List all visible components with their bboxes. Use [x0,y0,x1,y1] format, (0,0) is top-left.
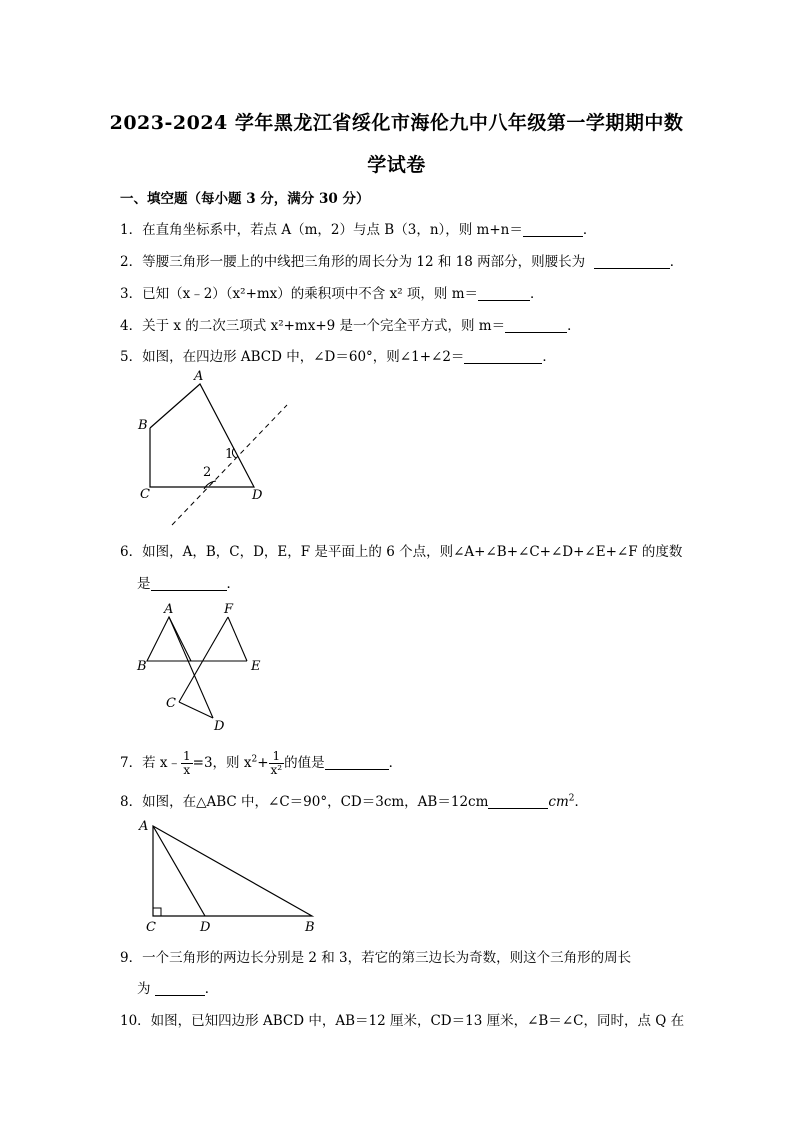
answer-blank-9[interactable] [155,981,205,996]
triangle-abc [153,826,312,916]
label-a: A [164,602,174,617]
label-angle-1: 1 [225,447,234,462]
label-f: F [224,602,234,617]
question-10 [120,1009,733,1029]
label-d: D [214,719,225,734]
answer-blank-4[interactable] [505,318,567,333]
section-heading: 一、填空题（每小题 3 分，满分 30 分） [120,191,370,207]
question-8: 8．如图，在△ABC 中，∠C＝90°，CD＝3cm，AB＝12cm $cm^2$． [120,793,589,810]
question-8-text: 8．如图，在△ABC 中，∠C＝90°，CD＝3cm，AB＝12cm [120,794,489,810]
label-c: C [140,487,150,502]
answer-blank-5[interactable] [464,349,542,364]
answer-blank-7[interactable] [325,755,389,770]
question-1: 1．在直角坐标系中，若点 A（m，2）与点 B（3，n），则 m+n＝ ． [120,222,597,238]
question-7: 7．若 x﹣ $\frac{1}{x}$ =3，则 $x^2+$ $\frac{1}{\text{x²}}$ 的值是 ． [120,749,403,777]
question-6 [120,540,733,560]
answer-blank-2[interactable] [594,254,670,269]
answer-blank-8[interactable] [488,794,548,809]
question-10-text: 10．如图，已知四边形 ABCD 中，AB＝12 厘米，CD＝13 厘米，∠B＝∠C，同时，点 Q 在 [120,1013,685,1029]
label-c: C [166,696,176,711]
question-3: 3．已知（x﹣2）（x²+mx）的乘积项中不含 x² 项，则 m＝ ． [120,286,544,302]
quadrilateral-abcd [150,384,254,487]
fraction-1-over-x: $\frac{1}{x}$ [183,749,191,777]
question-3-text: 3．已知（x﹣2）（x²+mx）的乘积项中不含 x² 项，则 m＝ [120,286,478,302]
question-2: 2．等腰三角形一腰上的中线把三角形的周长分为 12 和 18 两部分，则腰长为 ． [120,254,684,270]
right-triangle-figure [134,815,324,937]
label-b: B [138,418,148,433]
label-e: E [251,659,261,674]
label-a: A [139,819,149,834]
question-1-text: 1．在直角坐标系中，若点 A（m，2）与点 B（3，n），则 m+n＝ [120,222,523,238]
label-d: D [200,920,211,935]
label-c: C [146,920,156,935]
page-title-line2: 学试卷 [367,154,426,176]
question-9-text: 9．一个三角形的两边长分别是 2 和 3，若它的第三边长为奇数，则这个三角形的周长 [120,950,632,966]
label-b: B [305,920,315,935]
six-points-figure [133,600,273,735]
question-5: 5．如图，在四边形 ABCD 中，∠D＝60°，则∠1+∠2＝ ． [120,349,556,365]
answer-blank-6[interactable] [151,576,227,591]
question-9 [120,946,733,966]
right-angle-mark [153,908,161,916]
question-4-text: 4．关于 x 的二次三项式 x²+mx+9 是一个完全平方式，则 m＝ [120,318,506,334]
question-4: 4．关于 x 的二次三项式 x²+mx+9 是一个完全平方式，则 m＝ ． [120,318,581,334]
label-b: B [137,659,147,674]
quadrilateral-figure [130,368,300,533]
dashed-line [172,405,287,525]
answer-blank-1[interactable] [523,222,583,237]
question-6-continued: 是 ． [137,576,240,592]
fraction-1-over-x-squared: $\frac{1}{\text{x²}}$ [270,749,283,777]
label-d: D [252,488,263,503]
question-9-continued: 为 ． [137,981,219,997]
triangle-abe [147,617,191,661]
page-title-line1: 2023-2024 学年黑龙江省绥化市海伦九中八年级第一学期期中数 [109,112,684,134]
answer-blank-3[interactable] [478,286,530,301]
question-2-text: 2．等腰三角形一腰上的中线把三角形的周长分为 12 和 18 两部分，则腰长为 [120,254,586,270]
label-a: A [194,369,204,384]
question-6-text: 6．如图，A，B，C，D，E，F 是平面上的 6 个点，则∠A+∠B+∠C+∠D+∠E+∠F 的度数 [120,544,683,560]
question-5-text: 5．如图，在四边形 ABCD 中，∠D＝60°，则∠1+∠2＝ [120,349,465,365]
label-angle-2: 2 [203,465,212,480]
segment-ad [153,826,205,916]
